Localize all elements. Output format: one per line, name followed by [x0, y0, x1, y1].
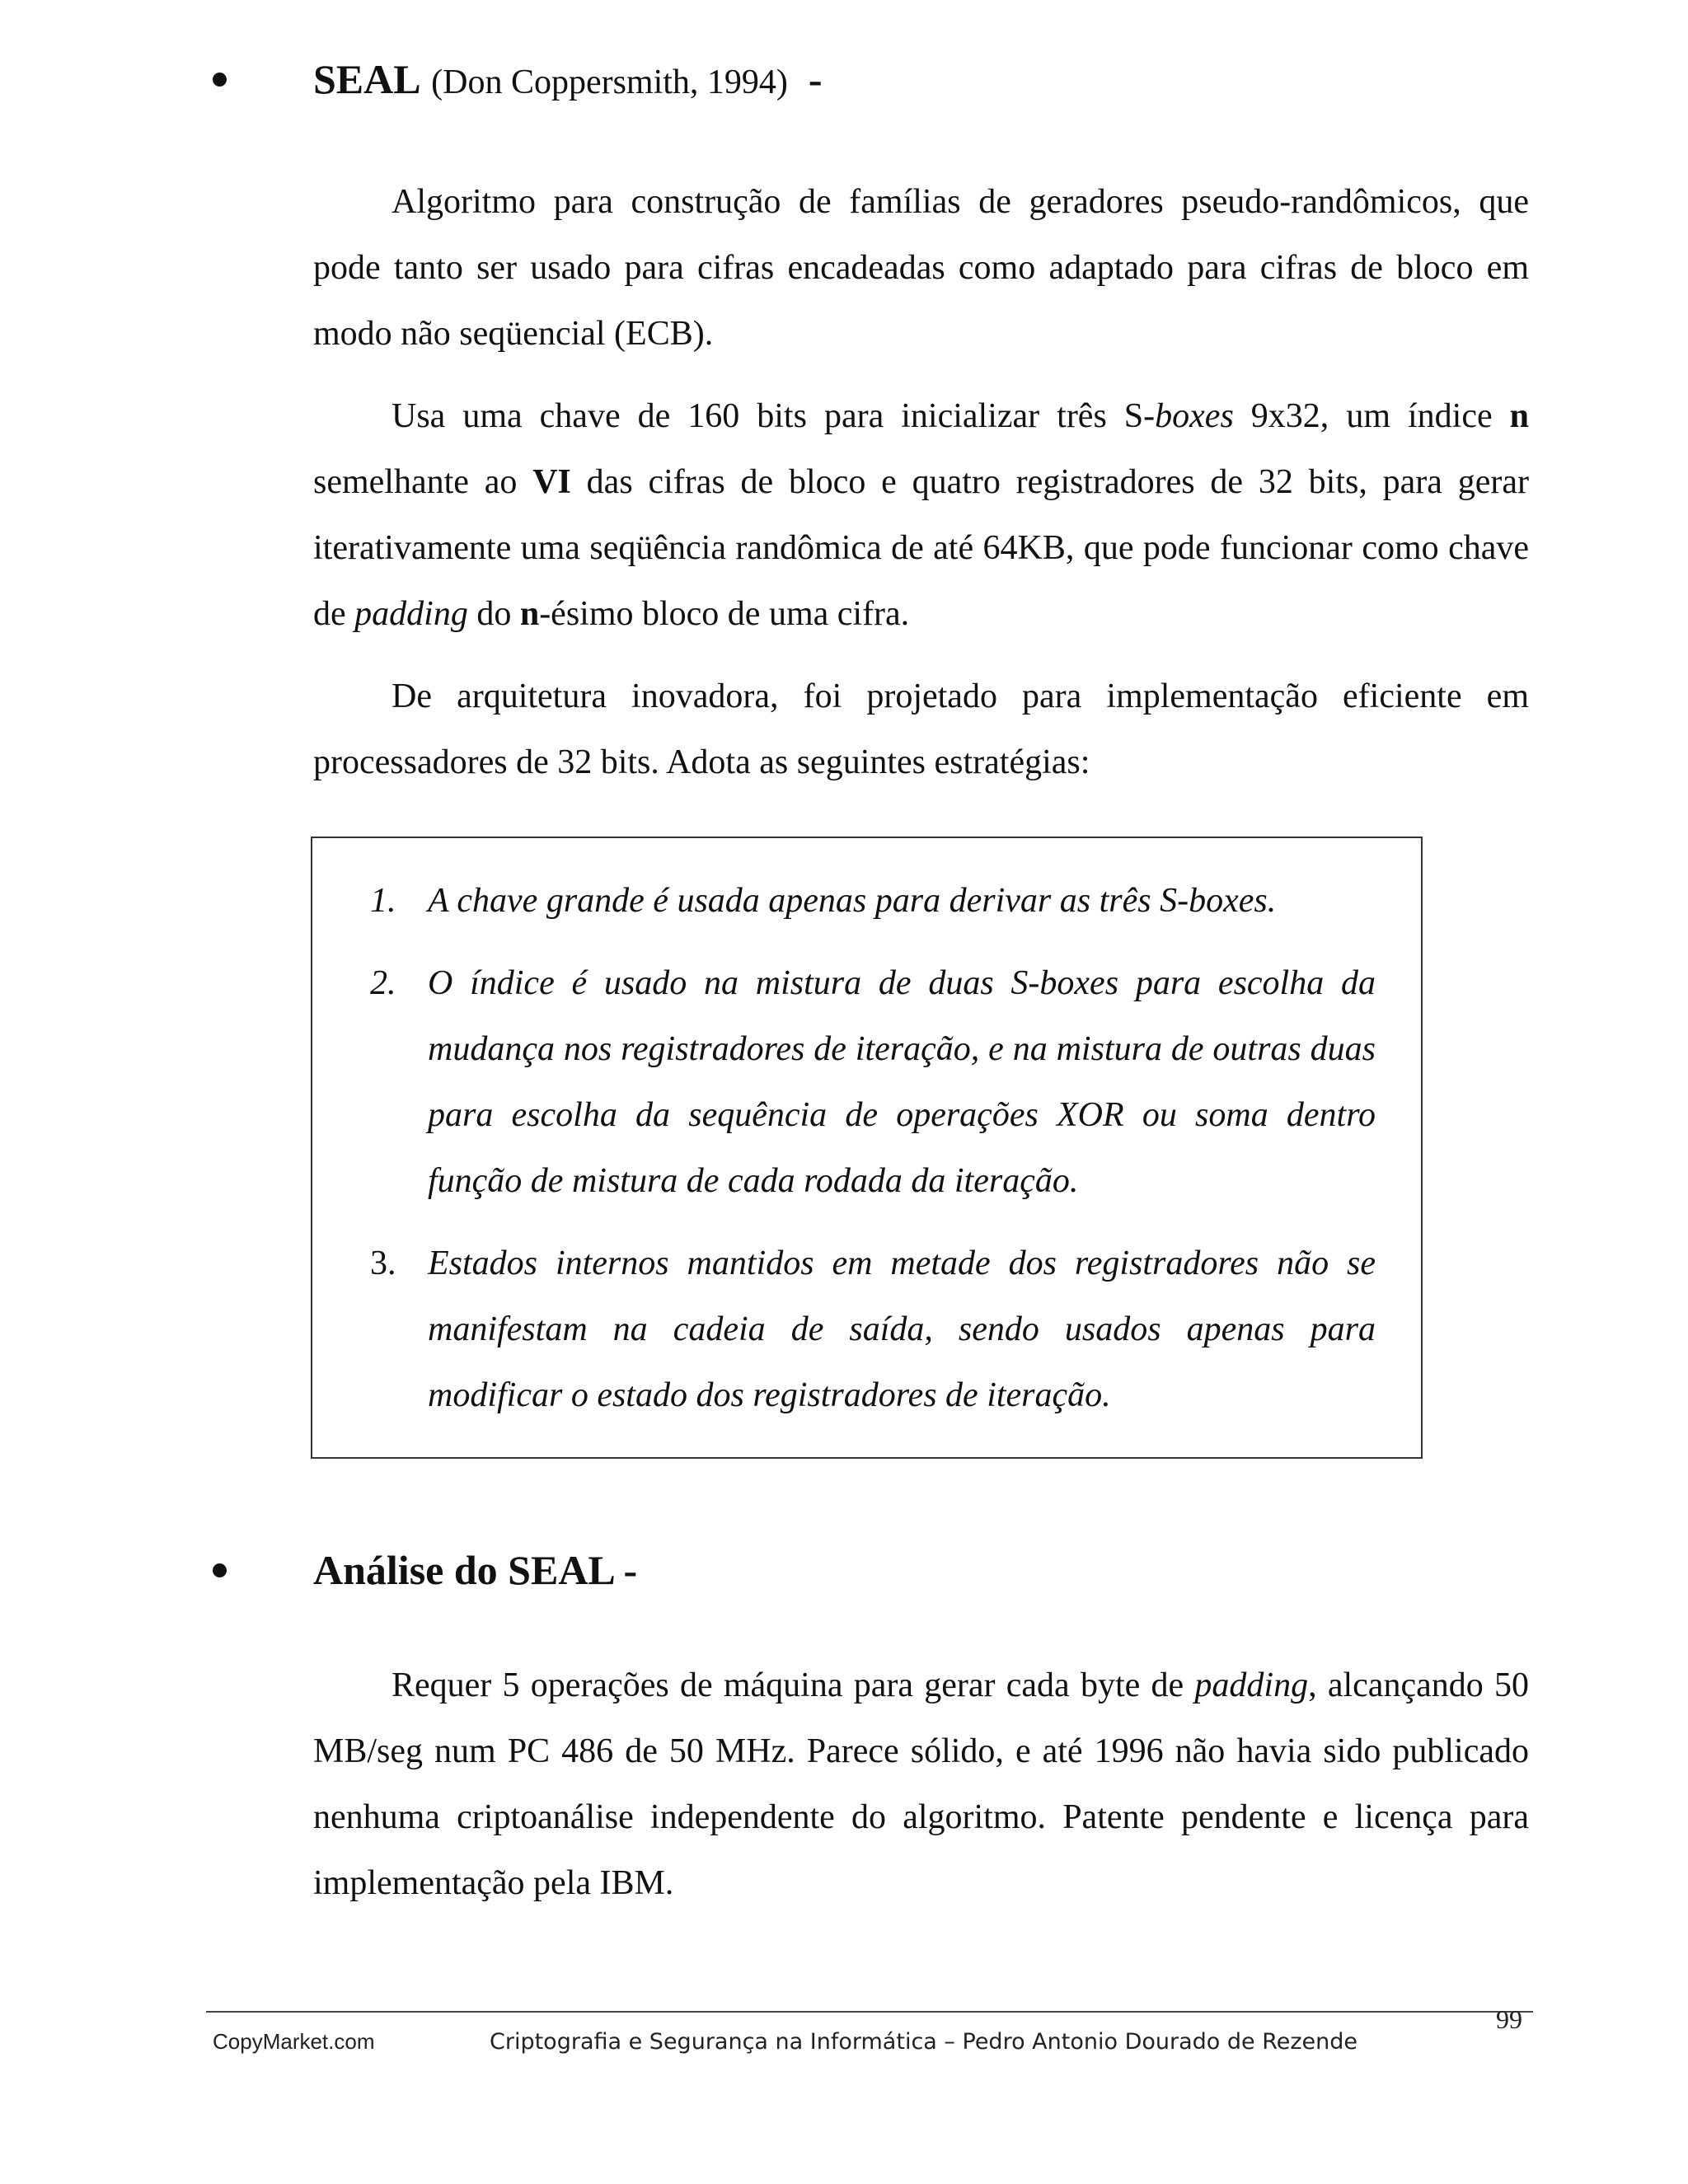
text-run: Requer 5 operações de máquina para gerar cada byte de	[392, 1666, 1195, 1704]
heading-title: SEAL	[313, 56, 421, 102]
section-heading-seal	[313, 54, 823, 107]
list-item	[370, 1230, 1376, 1428]
text-run-bold: n	[1509, 397, 1529, 435]
heading-subtitle: (Don Coppersmith, 1994)	[431, 63, 788, 101]
text-run: das cifras de bloco e quatro registradores de 32 bits, para gerar iterativamente uma seqüência randômica de até 64KB, que pode funcionar como chave de	[313, 463, 1529, 633]
paragraph-analysis	[313, 1652, 1529, 1916]
list-item-text: A chave grande é usada apenas para derivar as três S-boxes.	[428, 882, 1277, 920]
section-heading-analysis	[313, 1545, 637, 1595]
text-run: semelhante ao	[313, 463, 533, 501]
paragraph-seal-intro: Algoritmo para construção de famílias de geradores pseudo-randômicos, que pode tanto ser usado para cifras encadeadas como adaptado para cifras de bloco em modo não seqüencial (ECB).	[313, 183, 1529, 353]
text-run: -ésimo bloco de uma cifra.	[539, 595, 910, 633]
footer-publisher: CopyMarket.com	[213, 2029, 375, 2054]
bullet-section-seal	[213, 73, 227, 87]
section-analysis-body	[313, 1652, 1529, 1933]
text-run-italic: padding	[354, 595, 468, 633]
list-item	[370, 868, 1376, 934]
text-run: do	[467, 595, 520, 633]
heading-title: Análise do SEAL -	[313, 1547, 638, 1593]
footer-divider	[206, 2011, 1533, 2013]
text-run-italic: boxes	[1155, 397, 1234, 435]
paragraph-seal-architecture: De arquitetura inovadora, foi projetado para implementação eficiente em processadores de 32 bits. Adota as seguintes estratégias:	[313, 677, 1529, 781]
paragraph-seal-key	[313, 383, 1529, 647]
list-item	[370, 950, 1376, 1214]
strategies-box	[311, 837, 1423, 1459]
heading-dash: -	[808, 56, 823, 102]
text-run-italic: padding	[1194, 1666, 1309, 1704]
strategies-list	[370, 868, 1376, 1445]
text-run: Usa uma chave de 160 bits para inicializar três S-	[392, 397, 1156, 435]
text-run: 9x32, um índice	[1233, 397, 1510, 435]
section-seal-body	[313, 169, 1529, 812]
page-number: 99	[1496, 2004, 1522, 2034]
text-run: , alcançando 50 MB/seg num PC 486 de 50 MHz. Parece sólido, e até 1996 não havia sido publicado nenhuma criptoanálise independente do algoritmo. Patente pendente e licença para implementação pela IBM.	[313, 1666, 1529, 1902]
list-item-text: O índice é usado na mistura de duas S-boxes para escolha da mudança nos registradores de iteração, e na mistura de outras duas para escolha da sequência de operações XOR ou soma dentro função de mistura de cada rodada da iteração.	[428, 964, 1376, 1200]
bullet-section-analysis	[213, 1563, 227, 1577]
list-item-number: 2.	[370, 964, 396, 1002]
footer-book-title: Criptografia e Segurança na Informática – Pedro Antonio Dourado de Rezende	[490, 2029, 1358, 2055]
list-item-number: 3.	[370, 1244, 396, 1282]
text-run-bold: n	[519, 595, 540, 633]
list-item-text: Estados internos mantidos em metade dos registradores não se manifestam na cadeia de saída, sendo usados apenas para modificar o estado dos registradores de iteração.	[428, 1244, 1376, 1414]
text-run-bold: VI	[532, 463, 571, 501]
list-item-number: 1.	[370, 882, 396, 920]
